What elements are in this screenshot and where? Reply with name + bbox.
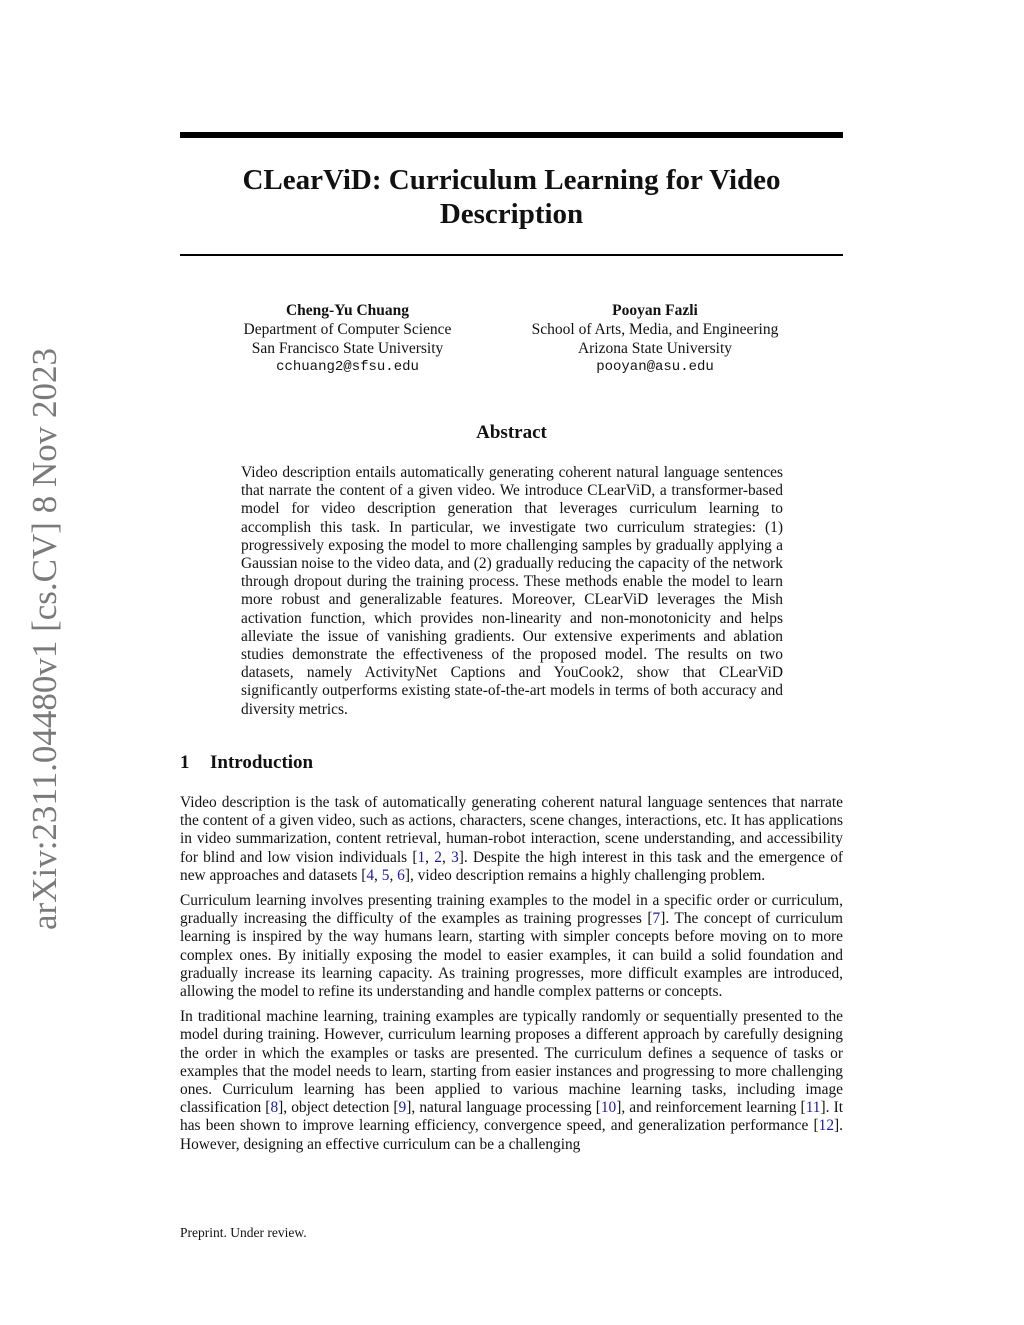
author-department: School of Arts, Media, and Engineering: [531, 321, 779, 338]
citation-link[interactable]: 9: [398, 1099, 407, 1117]
paper-title: CLearViD: Curriculum Learning for Video Description: [242, 164, 781, 230]
author-department: Department of Computer Science: [243, 321, 452, 338]
author-name: Pooyan Fazli: [612, 302, 698, 319]
section-title: Introduction: [210, 752, 314, 773]
citation-link[interactable]: 1: [417, 848, 426, 866]
citation-link[interactable]: 4: [366, 866, 375, 884]
author-block-1: [225, 301, 470, 377]
text-run: In traditional machine learning, training examples are typically randomly or sequentially presented to the model during training. However, curriculum learning proposes a different approach by carefully designing the order in which the examples or tasks are presented. The curriculum defines a sequence of tasks or examples that the model needs to learn, starting from easier instances and progressing to more challenging ones. Curriculum learning has been applied to various machine learning tasks, including image classification [: [180, 1008, 843, 1117]
abstract-text: Video description entails automatically generating coherent natural language sentences that narrate the content of a given video. We introduce CLearViD, a transformer-based model for video description generation that leverages curriculum learning to accomplish this task. In particular, we investigate two curriculum strategies: (1) progressively exposing the model to more challenging samples by gradually applying a Gaussian noise to the video data, and (2) gradually reducing the capacity of the network through dropout during the training process. These methods enable the model to learn more robust and generalizable features. Moreover, CLearViD leverages the Mish activation function, which provides non-linearity and non-monotonicity and helps alleviate the issue of vanishing gradients. Our extensive experiments and ablation studies demonstrate the effectiveness of the proposed model. The results on two datasets, namely ActivityNet Captions and YouCook2, show that CLearViD significantly outperforms existing state-of-the-art models in terms of both accuracy and diversity metrics.: [241, 464, 783, 718]
section-number: 1: [180, 752, 190, 773]
text-run: ]. Despite the high interest in this task and the emergence of new approaches and datasets [: [180, 848, 844, 884]
intro-paragraph-2: [180, 892, 843, 1001]
author-email[interactable]: cchuang2@sfsu.edu: [276, 359, 419, 375]
text-run: ], natural language processing [: [406, 1099, 601, 1117]
text-run: ], and reinforcement learning [: [616, 1099, 806, 1117]
text-run: Video description is the task of automatically generating coherent natural language sentences that narrate the content of a given video, such as actions, characters, scene changes, interactions, etc. It has applications in video summarization, content retrieval, human-robot interaction, scene understanding, and accessibility for blind and low vision individuals [: [180, 794, 843, 866]
citation-link[interactable]: 10: [600, 1099, 617, 1117]
author-institution: San Francisco State University: [251, 340, 444, 357]
arxiv-identifier: arXiv:2311.04480v1 [cs.CV] 8 Nov 2023: [25, 348, 64, 930]
text-run: ]. It has been shown to improve learning efficiency, convergence speed, and generalization performance [: [180, 1099, 843, 1135]
abstract-heading: Abstract: [476, 422, 547, 443]
citation-link[interactable]: 7: [652, 910, 661, 928]
text-run: ]. However, designing an effective curriculum can be a challenging: [180, 1117, 843, 1153]
text-run: ]. The concept of curriculum learning is inspired by the way humans learn, starting with simpler concepts before moving on to more complex ones. By initially exposing the model to easier examples, it can build a solid foundation and gradually increase its learning capacity. As training progresses, more difficult examples are introduced, allowing the model to refine its understanding and handle complex patterns or concepts.: [180, 910, 843, 1001]
introduction-body: [180, 794, 843, 1161]
author-institution: Arizona State University: [577, 340, 733, 357]
text-run: ], object detection [: [278, 1099, 399, 1117]
title-rule-bottom: [180, 254, 843, 256]
author-email[interactable]: pooyan@asu.edu: [596, 359, 714, 375]
citation-link[interactable]: 6: [397, 866, 405, 884]
footer-note: Preprint. Under review.: [180, 1225, 307, 1240]
text-run: Curriculum learning involves presenting training examples to the model in a specific order or curriculum, gradually increasing the difficulty of the examples as training progresses [: [180, 892, 843, 928]
citation-link[interactable]: 3: [451, 848, 459, 866]
citation-link[interactable]: 5: [381, 866, 390, 884]
text-run: ], video description remains a highly challenging problem.: [404, 866, 766, 884]
section-heading-introduction: [180, 752, 313, 774]
citation-link[interactable]: 12: [818, 1117, 835, 1135]
author-name: Cheng-Yu Chuang: [285, 302, 410, 319]
intro-paragraph-1: Video description is the task of automatically generating coherent natural language sentences that narrate the content of a given video, such as actions, characters, scene changes, interactions, etc. It has applications in video summarization, content retrieval, human-robot interaction, scene understanding, and accessibility for blind and low vision individuals [1, 2, 3]. Despite the high interest in this task and the emergence of new approaches and datasets [4, 5, 6], video description remains a highly challenging problem.: [180, 794, 844, 884]
citation-link[interactable]: 11: [805, 1099, 821, 1117]
citation-link[interactable]: 2: [434, 848, 442, 866]
citation-link[interactable]: 8: [270, 1099, 279, 1117]
title-rule-top: [180, 132, 843, 138]
author-block-2: [510, 301, 800, 377]
intro-paragraph-3: [180, 1008, 843, 1154]
